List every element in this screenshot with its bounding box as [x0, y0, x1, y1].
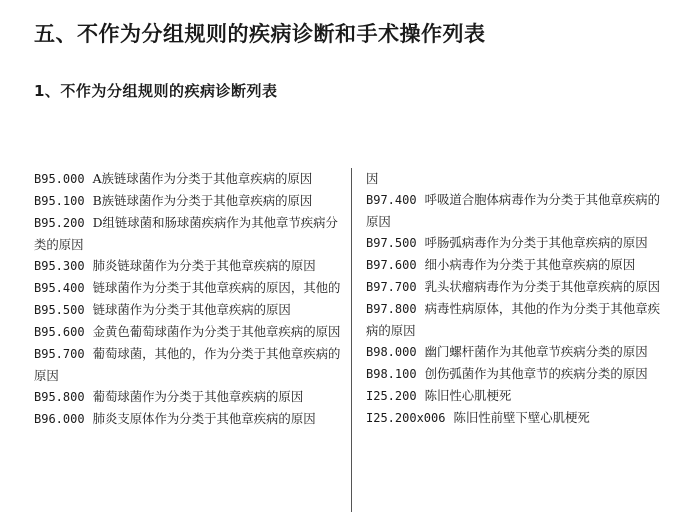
sub-title: 1、不作为分组规则的疾病诊断列表 — [34, 82, 278, 100]
diagnosis-entry — [366, 407, 672, 429]
diagnosis-code: B98.000 — [366, 345, 417, 359]
right-column — [366, 168, 672, 429]
diagnosis-code: I25.200 — [366, 389, 417, 403]
diagnosis-text: 陈旧性心肌梗死 — [424, 388, 512, 403]
diagnosis-text: 肺炎链球菌作为分类于其他章疾病的原因 — [92, 258, 316, 273]
diagnosis-entry — [34, 386, 342, 408]
diagnosis-code: B98.100 — [366, 367, 417, 381]
diagnosis-code: B96.000 — [34, 412, 85, 426]
diagnosis-text: 呼吸道合胞体病毒作为分类于其他章疾病的原因 — [366, 192, 660, 229]
diagnosis-entry — [366, 168, 672, 189]
diagnosis-code: B97.500 — [366, 236, 417, 250]
diagnosis-entry — [366, 341, 672, 363]
diagnosis-text: 幽门螺杆菌作为其他章节疾病分类的原因 — [424, 344, 648, 359]
diagnosis-text: 葡萄球菌作为分类于其他章疾病的原因 — [92, 389, 304, 404]
diagnosis-text: 葡萄球菌，其他的，作为分类于其他章疾病的原因 — [34, 346, 341, 383]
diagnosis-text: 乳头状瘤病毒作为分类于其他章疾病的原因 — [424, 279, 660, 294]
diagnosis-entry — [34, 299, 342, 321]
diagnosis-code: B95.800 — [34, 390, 85, 404]
diagnosis-code: B97.700 — [366, 280, 417, 294]
diagnosis-entry — [366, 385, 672, 407]
diagnosis-entry — [366, 232, 672, 254]
column-divider — [351, 168, 352, 512]
diagnosis-code: B97.400 — [366, 193, 417, 207]
diagnosis-text: 病毒性病原体，其他的作为分类于其他章疾病的原因 — [366, 301, 660, 338]
diagnosis-entry — [34, 321, 342, 343]
diagnosis-text: B族链球菌作为分类于其他章疾病的原因 — [92, 193, 313, 208]
diagnosis-text: 肺炎支原体作为分类于其他章疾病的原因 — [92, 411, 316, 426]
diagnosis-code: B95.100 — [34, 194, 85, 208]
diagnosis-text: 陈旧性前壁下壁心肌梗死 — [453, 410, 590, 425]
diagnosis-code: B95.700 — [34, 347, 85, 361]
diagnosis-code: B95.300 — [34, 259, 85, 273]
diagnosis-entry — [34, 343, 342, 386]
diagnosis-text: 链球菌作为分类于其他章疾病的原因，其他的 — [92, 280, 341, 295]
section-title: 五、不作为分组规则的疾病诊断和手术操作列表 — [34, 22, 486, 46]
diagnosis-code: I25.200x006 — [366, 411, 446, 425]
diagnosis-code: B97.600 — [366, 258, 417, 272]
diagnosis-code: B97.800 — [366, 302, 417, 316]
diagnosis-entry — [366, 298, 672, 341]
diagnosis-code: B95.500 — [34, 303, 85, 317]
diagnosis-entry — [34, 277, 342, 299]
diagnosis-code: B95.000 — [34, 172, 85, 186]
diagnosis-code: B95.600 — [34, 325, 85, 339]
diagnosis-entry — [34, 190, 342, 212]
diagnosis-text: 因 — [366, 171, 379, 186]
diagnosis-text: 创伤弧菌作为其他章节的疾病分类的原因 — [424, 366, 648, 381]
diagnosis-text: 细小病毒作为分类于其他章疾病的原因 — [424, 257, 636, 272]
diagnosis-entry — [366, 254, 672, 276]
diagnosis-text: A族链球菌作为分类于其他章疾病的原因 — [92, 171, 313, 186]
diagnosis-entry — [366, 276, 672, 298]
diagnosis-code: B95.400 — [34, 281, 85, 295]
left-column — [34, 168, 342, 430]
diagnosis-text: D组链球菌和肠球菌疾病作为其他章节疾病分类的原因 — [34, 215, 338, 252]
diagnosis-entry — [34, 212, 342, 255]
diagnosis-entry — [366, 363, 672, 385]
diagnosis-text: 金黄色葡萄球菌作为分类于其他章疾病的原因 — [92, 324, 341, 339]
diagnosis-text: 链球菌作为分类于其他章疾病的原因 — [92, 302, 291, 317]
diagnosis-entry — [34, 168, 342, 190]
diagnosis-entry — [34, 408, 342, 430]
diagnosis-entry — [34, 255, 342, 277]
diagnosis-code: B95.200 — [34, 216, 85, 230]
diagnosis-entry — [366, 189, 672, 232]
diagnosis-text: 呼肠弧病毒作为分类于其他章疾病的原因 — [424, 235, 648, 250]
